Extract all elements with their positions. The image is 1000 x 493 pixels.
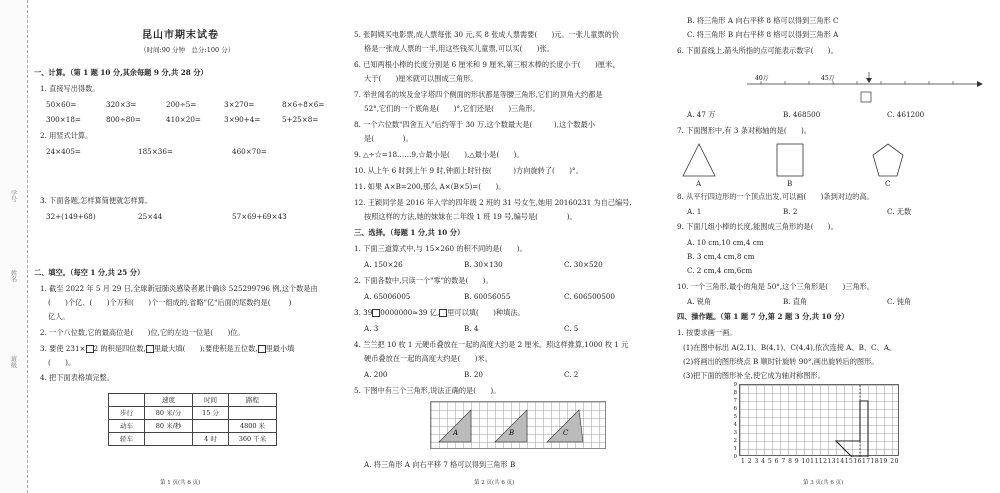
oral-2-1: 300×18= — [46, 115, 81, 124]
oral-2-3: 410×20= — [166, 115, 201, 124]
c4-opt-a: A. 200 — [364, 370, 388, 379]
page-footer: 第 1 页(共 6 页) — [160, 480, 201, 486]
c3-text: 3. 39 0000000≈39 亿, 里可以填( )种填法。 — [354, 308, 525, 317]
vertical-3: 460×70= — [232, 147, 267, 156]
table-row: 步行 80 米/分 15 分 — [109, 407, 277, 420]
simple-3: 57×69+69×43 — [232, 212, 287, 221]
symmetry-shapes — [677, 140, 937, 188]
c5-opt-c: C. 将三角形 B 向右平移 8 格可以得到三角形 A — [687, 30, 839, 39]
exam-title: 昆山市期末试卷 — [142, 30, 219, 41]
sidebar-label-id: 学号 — [9, 190, 17, 202]
page-footer: 第 2 页(共 6 页) — [474, 480, 515, 486]
tri-label-c: C — [563, 429, 569, 437]
triangle-c-icon — [547, 410, 583, 442]
rectangle-icon — [777, 144, 803, 176]
f10-text: 10. 从上午 6 时到上午 9 时,钟面上时针按( )方向旋转了( )°。 — [354, 166, 583, 175]
c8-opt-b: B. 2 — [783, 207, 798, 216]
number-line — [741, 64, 987, 104]
simple-1: 32+(149+68) — [46, 212, 96, 221]
f9-text: 9. △÷☆=18……9,☆最小是( ),△最小是( )。 — [354, 150, 524, 159]
c2-text: 2. 下面各数中,只读一个"零"的数是( )。 — [354, 276, 493, 285]
c2-opt-a: A. 65006005 — [364, 292, 411, 301]
c9-text: 9. 下面几组小棒的长度,能围成三角形的是( )。 — [677, 222, 838, 231]
sidebar-label-name: 姓名 — [9, 270, 17, 282]
tri-label-a: A — [453, 429, 459, 437]
f5-line1: 5. 张阿姨买电影票,成人票每张 30 元,买 8 张成人票需要( )元。一张儿童票的价 — [354, 30, 619, 39]
triangle-figure — [431, 402, 607, 450]
c9-opt-a: A. 10 cm,10 cm,4 cm — [687, 238, 764, 247]
c10-opt-a: A. 锐角 — [687, 297, 712, 306]
c9-opt-c: C. 2 cm,4 cm,6cm — [687, 266, 753, 275]
tri-label-b: B — [509, 429, 515, 437]
c8-text: 8. 从平行四边形的一个顶点出发,可以画( )条到对边的高。 — [677, 192, 874, 201]
f2-text: 2. 一个八位数,它的最高位是( )位,它的左边一位是( )位。 — [40, 328, 245, 337]
f8-line2: 是( )。 — [364, 134, 413, 143]
pentagon-icon — [873, 144, 903, 176]
f4-text: 4. 把下面表格填完整。 — [40, 373, 114, 382]
oral-1-5: 8×6÷8×6= — [282, 100, 325, 109]
f12-line2: 按照这样的方法,她的妹妹在二年级 1 班 19 号,编号是( )。 — [364, 212, 577, 221]
c7-opt-b: B — [787, 179, 793, 188]
table-row: 速度 时间 路程 — [109, 394, 277, 407]
c1-opt-c: C. 30×520 — [564, 260, 603, 269]
vertical-2: 185×36= — [138, 147, 173, 156]
oral-2-2: 800÷80= — [106, 115, 141, 124]
c4-opt-c: C. 2 — [564, 370, 579, 379]
blank-box-icon — [258, 345, 266, 353]
c2-opt-c: C. 606500500 — [564, 292, 615, 301]
x-axis-ticks: 1 2 3 4 5 6 7 8 9 10111213141516171819 20 — [741, 458, 899, 465]
f6-line1: 6. 已知两根小棒的长度分别是 6 厘米和 9 厘米,第三根木棒的长度小于( )厘米、 — [354, 60, 620, 69]
q3-text: 3. 下面各题,怎样算简便就怎样算。 — [40, 196, 153, 205]
half-figure-icon — [836, 401, 868, 457]
f3-line1: 3. 要使 231× 2 的积是四位数, 里最大填( );要使积是五位数, 里最小填 — [40, 344, 295, 353]
triangle-b-icon — [495, 410, 527, 442]
f1-line3: 亿人。 — [48, 312, 70, 321]
f7-line1: 7. 举世闻名的埃及金字塔四个侧面的形状都是等腰三角形,它们的顶角大约都是 — [354, 90, 603, 99]
c6-opt-b: B. 468500 — [783, 110, 821, 119]
exam-meta: （时间:90 分钟 总分:100 分） — [140, 46, 235, 54]
section-choice: 三、选择。（每题 1 分,共 10 分） — [354, 228, 465, 237]
f8-line1: 8. 一个六位数"四舍五入"后约等于 30 万,这个数最大是( ),这个数最小 — [354, 120, 595, 129]
c1-opt-b: B. 30×130 — [464, 260, 503, 269]
c5-opt-b: B. 将三角形 A 向右平移 8 格可以得到三角形 C — [687, 16, 839, 25]
c6-opt-a: A. 47 万 — [687, 110, 716, 119]
c4-line1: 4. 兰兰把 10 枚 1 元硬币叠放在一起的高度大约是 2 厘米。照这样推算,1000 枚 1 元 — [354, 340, 629, 349]
c8-opt-c: C. 无数 — [887, 207, 912, 216]
coordinate-grid — [739, 384, 899, 456]
c10-opt-c: C. 钝角 — [887, 297, 912, 306]
q1-text: 1. 直接写出得数。 — [40, 84, 100, 93]
oral-1-3: 200÷5= — [166, 100, 197, 109]
f11-text: 11. 如果 A×B=200,那么 A×(B×5)=( )。 — [354, 182, 506, 191]
o1-step-1: (1)在图中标出 A(2,1)、B(4,1)、C(4,4),依次连接 A、B、C、A。 — [683, 343, 897, 352]
f7-line2: 52°,它们的一个底角是( )°,它们还是( )三角形。 — [364, 104, 540, 113]
section-operation: 四、操作题。（第 1 题 7 分,第 2 题 3 分,共 10 分） — [677, 312, 849, 321]
answer-box-icon — [861, 92, 871, 102]
o1-step-3: (3)把下面的图形补全,使它成为轴对称图形。 — [683, 371, 825, 380]
c8-opt-a: A. 1 — [687, 207, 702, 216]
y-axis-ticks: 9 8 7 6 5 4 3 2 1 0 — [733, 382, 737, 460]
vertical-1: 24×405= — [46, 147, 81, 156]
f12-line1: 12. 王颖同学是 2016 年入学的四年级 2 班的 31 号女生,她用 20160231 为自己编号, — [354, 198, 632, 207]
c10-opt-b: B. 直角 — [783, 297, 808, 306]
table-row: 动车 80 米/秒 4800 米 — [109, 420, 277, 433]
f1-line1: 1. 截至 2022 年 5 月 29 日,全球新冠肺炎感染者累计确诊 525299796 例,这个数是由 — [40, 284, 318, 293]
c5-text: 5. 下图中有三个三角形,说法正确的是( )。 — [354, 386, 501, 395]
c6-opt-c: C. 461200 — [887, 110, 925, 119]
section-calc: 一、计算。（第 1 题 10 分,其余每题 9 分,共 28 分） — [34, 68, 208, 77]
simple-2: 25×44 — [138, 212, 163, 221]
triangle-grid — [430, 401, 606, 449]
o1-step-2: (2)将画出的图形绕点 B 顺时针旋转 90°,画出旋转后的图形。 — [683, 357, 879, 366]
speed-table — [108, 393, 277, 446]
sidebar-label-class: 班级 — [9, 356, 17, 368]
f3-line2: ( )。 — [48, 358, 76, 367]
oral-1-4: 3×270= — [224, 100, 255, 109]
oral-1-1: 50×60= — [46, 100, 77, 109]
c7-text: 7. 下面图形中,有 3 条对称轴的是( )。 — [677, 126, 811, 135]
oral-1-2: 320×3= — [106, 100, 137, 109]
f5-line2: 格是一张成人票的一半,用这些钱买儿童票,可以买( )张。 — [364, 44, 554, 53]
blank-box-icon — [86, 345, 94, 353]
c1-opt-a: A. 150×26 — [364, 260, 403, 269]
q2-text: 2. 用竖式计算。 — [40, 131, 93, 140]
section-fill: 二、填空。（每空 1 分,共 25 分） — [34, 268, 145, 277]
c3-opt-c: C. 5 — [564, 324, 579, 333]
c7-opt-c: C — [885, 179, 891, 188]
c4-opt-b: B. 20 — [464, 370, 483, 379]
oral-2-4: 3×90+4= — [224, 115, 261, 124]
binding-margin — [0, 0, 28, 493]
c10-text: 10. 一个三角形,最小的角是 50°,这个三角形是( )三角形。 — [677, 282, 875, 291]
c2-opt-b: B. 60056055 — [464, 292, 511, 301]
oral-2-5: 5+25×8= — [282, 115, 319, 124]
f6-line2: 大于( )厘米就可以围成三角形。 — [364, 74, 478, 83]
table-row: 轿车 4 时 360 千米 — [109, 433, 277, 446]
f1-line2: ( )个亿、( )个万和( )个一组成的,省略"亿"后面的尾数约是( ) — [48, 298, 292, 307]
c4-line2: 硬币叠放在一起的高度大约是( )米。 — [364, 354, 492, 363]
c3-opt-a: A. 3 — [364, 324, 379, 333]
grid-figure — [740, 385, 900, 457]
blank-box-icon — [146, 345, 154, 353]
triangle-a-icon — [439, 410, 471, 442]
c1-text: 1. 下面三道算式中,与 15×260 的积不同的是( )。 — [354, 244, 527, 253]
nl-label-45w: 45万 — [821, 75, 835, 82]
triangle-icon — [683, 144, 715, 176]
o1-text: 1. 按要求画一画。 — [677, 328, 737, 337]
c6-text: 6. 下面直线上,箭头所指的点可能表示数字( )。 — [677, 46, 838, 55]
c5-opt-a: A. 将三角形 A 向右平移 7 格可以得到三角形 B — [364, 460, 516, 469]
nl-label-40w: 40万 — [755, 75, 769, 82]
c7-opt-a: A — [696, 179, 702, 188]
c9-opt-b: B. 3 cm,4 cm,8 cm — [687, 252, 755, 261]
page-footer: 第 3 页(共 6 页) — [803, 480, 844, 486]
c3-opt-b: B. 4 — [464, 324, 479, 333]
